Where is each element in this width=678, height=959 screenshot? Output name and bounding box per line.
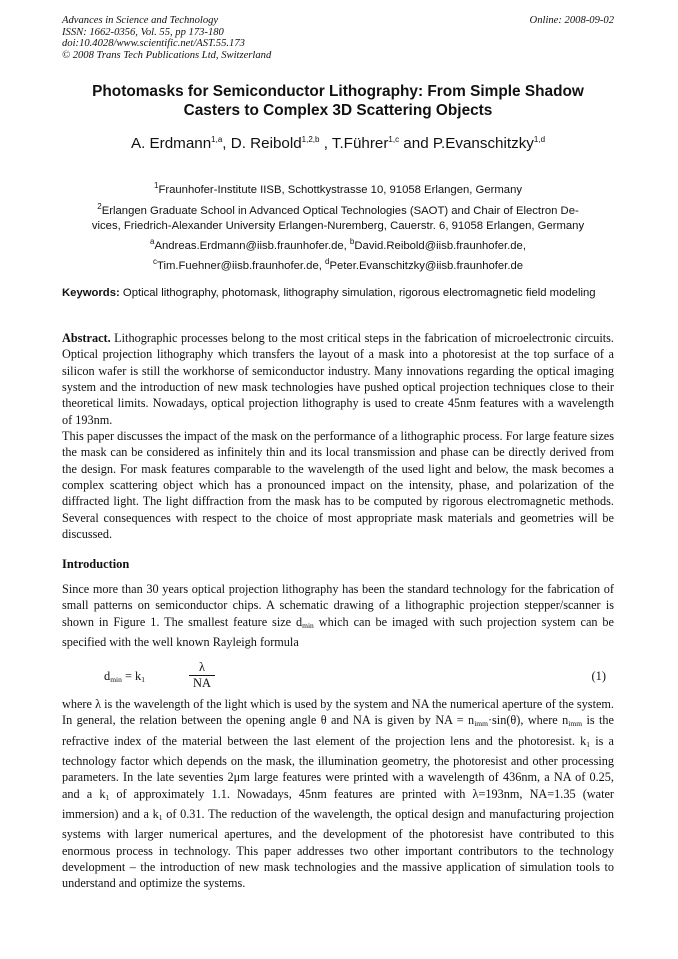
author-separator: , bbox=[222, 135, 231, 153]
intro-text: of approximately 1.1. Nowadays, 45nm features are printed with λ=193nm, NA=1.35 (water immersion) and a k bbox=[62, 786, 614, 822]
fraction-denominator: NA bbox=[193, 676, 211, 690]
author-separator: , bbox=[319, 135, 332, 153]
affiliation-text: vices, Friedrich-Alexander University Erlangen-Nuremberg, Cauerstr. 6, 91058 Erlangen, Germany bbox=[91, 219, 585, 232]
intro-text: which can be imaged with such projection system can be specified with the well known Rayleigh formula bbox=[62, 614, 614, 650]
email-block bbox=[62, 234, 614, 274]
abstract-paragraph-2: This paper discusses the impact of the mask on the performance of a lithographic process. For large feature sizes the mask can be considered as infinitely thin and its local transmission and phase can be directly derived from the design. For mask features comparable to the wavelength of the used light and below, the mask becomes a complex scattering object which has a pronounced impact on the intensity, phase, and polarization of the diffracted light. The light diffraction from the mask has to be computed by rigorous electromagnetic methods. Several consequences with respect to the choice of most appropriate mask materials and geometries will be discussed. bbox=[62, 429, 614, 542]
author-sup: 1,c bbox=[388, 135, 400, 144]
abstract bbox=[62, 330, 614, 542]
email-sup: c bbox=[152, 256, 157, 266]
subscript: imm bbox=[568, 719, 583, 729]
subscript: 1 bbox=[158, 813, 163, 823]
subscript: imm bbox=[474, 719, 488, 729]
abstract-label: Abstract. bbox=[62, 331, 111, 345]
author-name: P.Evanschitzky bbox=[432, 135, 534, 153]
author-name: T.Führer bbox=[331, 135, 389, 153]
intro-text: is a technology factor which depends on the mask, the illumination geometry, the photoresist and other processing parameters. In the late seventies 2μm large features were printed with a wavelength of 436nm, a NA of 0.25, and a k bbox=[62, 733, 614, 801]
subscript: min bbox=[302, 620, 314, 630]
equation-fraction bbox=[189, 660, 215, 691]
equation-symbol: d bbox=[104, 669, 111, 683]
email-sup: a bbox=[150, 237, 155, 246]
abstract-text: Lithographic processes belong to the most critical steps in the fabrication of microelectronic circuits. Optical projection lithography which transfers the layout of a mask into a photoresist at the top surface of a silicon wafer is still the workhorse of semiconductor industry. Many innovations regarding the optical imaging system and the introduction of new mask technologies have pushed optical projection techniques close to their theoretical limits. Nowadays, optical projection lithography is used to create 45nm features with a wavelength of 193nm. bbox=[62, 331, 614, 427]
author-sup: 1,a bbox=[211, 135, 223, 144]
title-line-2: Casters to Complex 3D Scattering Objects bbox=[183, 102, 493, 119]
author-name: A. Erdmann bbox=[130, 135, 212, 153]
issn: ISSN: 1662-0356, Vol. 55, pp 173-180 bbox=[62, 26, 224, 38]
equation-number: (1) bbox=[591, 669, 606, 683]
subscript: 1 bbox=[141, 675, 146, 684]
author-list bbox=[62, 130, 614, 153]
equation-symbol: = k bbox=[121, 669, 142, 683]
abstract-paragraph-1 bbox=[62, 330, 614, 428]
author-sup: 1,2,b bbox=[301, 135, 320, 144]
rayleigh-equation bbox=[62, 660, 614, 694]
intro-text: ·sin(θ), where n bbox=[487, 713, 569, 728]
equation-lhs bbox=[104, 669, 145, 684]
title-line-1: Photomasks for Semiconductor Lithography: From Simple Shadow bbox=[92, 83, 584, 100]
affiliation-1 bbox=[62, 178, 614, 198]
paper-title bbox=[62, 82, 614, 120]
affiliation-text: Fraunhofer-Institute IISB, Schottkystrasse 10, 91058 Erlangen, Germany bbox=[158, 183, 523, 196]
email-link[interactable]: Andreas.Erdmann@iisb.fraunhofer.de, bbox=[154, 239, 350, 252]
intro-paragraph-1 bbox=[62, 581, 614, 650]
fraction-numerator: λ bbox=[189, 660, 215, 676]
email-sup: b bbox=[349, 237, 355, 246]
doi: doi:10.4028/www.scientific.net/AST.55.173 bbox=[62, 38, 245, 50]
subscript: 1 bbox=[105, 792, 110, 802]
author-sup: 1,d bbox=[533, 135, 546, 144]
subscript: min bbox=[110, 675, 122, 684]
intro-text: of 0.31. The reduction of the wavelength, the optical design and manufacturing projection systems with larger numerical apertures, and the development of the photoresist have contributed to this enormous process in technology. This paper addresses two other important contributors to the technology development – the introduction of new mask technologies and the massive application of simulation tools to understand and optimize the systems. bbox=[62, 807, 614, 891]
affiliation-sup: 2 bbox=[97, 202, 102, 211]
subscript: 1 bbox=[586, 739, 590, 749]
affiliation-text: Erlangen Graduate School in Advanced Optical Technologies (SAOT) and Chair of Electron De- bbox=[101, 204, 579, 217]
intro-text: Since more than 30 years optical projection lithography has been the standard technology for the fabrication of small patterns on semiconductor chips. A schematic drawing of a lithographic projection stepper/scanner is shown in Figure 1. The smallest feature size d bbox=[62, 582, 614, 629]
email-link[interactable]: Peter.Evanschitzky@iisb.fraunhofer.de bbox=[329, 259, 524, 272]
author-separator: and bbox=[399, 135, 433, 153]
email-link[interactable]: Tim.Fuehner@iisb.fraunhofer.de, bbox=[156, 259, 325, 272]
affiliation-sup: 1 bbox=[153, 181, 159, 190]
online-date: Online: 2008-09-02 bbox=[529, 15, 614, 26]
copyright: © 2008 Trans Tech Publications Ltd, Switzerland bbox=[62, 49, 272, 61]
author-name: D. Reibold bbox=[230, 135, 302, 153]
email-link[interactable]: David.Reibold@iisb.fraunhofer.de, bbox=[354, 239, 526, 252]
keywords-text: Optical lithography, photomask, lithography simulation, rigorous electromagnetic field modeling bbox=[119, 287, 596, 299]
running-header bbox=[62, 15, 614, 61]
email-sup: d bbox=[325, 256, 330, 266]
intro-text: is the refractive index of the material between the last element of the projection lens and the photoresist. k bbox=[62, 713, 614, 748]
section-heading: Introduction bbox=[62, 557, 130, 571]
keywords bbox=[62, 286, 614, 301]
journal-name: Advances in Science and Technology bbox=[62, 15, 219, 26]
keywords-label: Keywords: bbox=[62, 287, 120, 299]
intro-paragraph-2 bbox=[62, 696, 614, 892]
affiliation-2 bbox=[62, 199, 614, 234]
intro-text: where λ is the wavelength of the light which is used by the system and NA the numerical aperture of the system. In general, the relation between the opening angle θ and NA is given by NA = n bbox=[62, 697, 614, 728]
